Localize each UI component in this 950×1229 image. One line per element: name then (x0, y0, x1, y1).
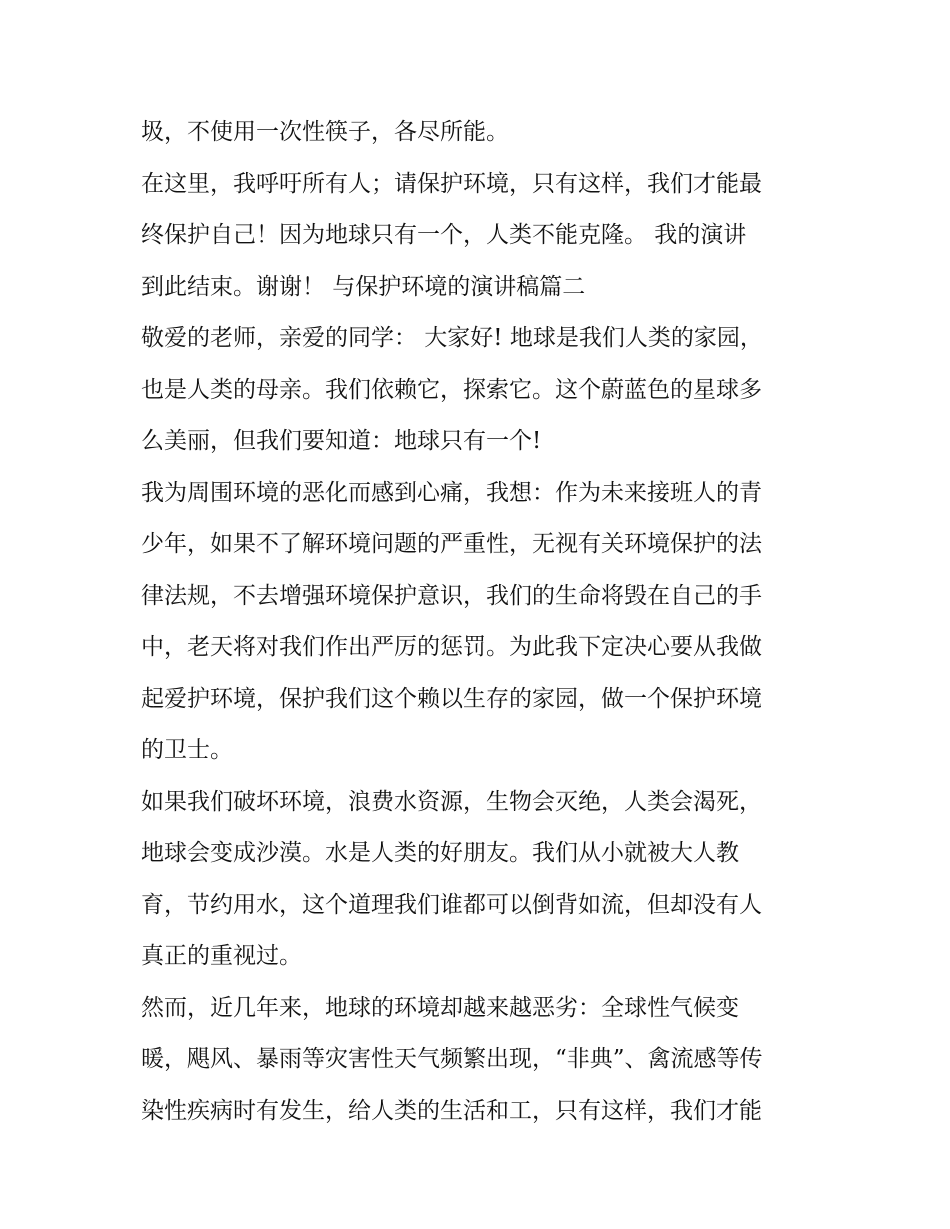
text-line: 中，老天将对我们作出严厉的惩罚。为此我下定决心要从我做 (141, 634, 762, 660)
text-line: 起爱护环境，保护我们这个赖以生存的家园，做一个保护环境 (141, 685, 762, 712)
text-line: 少年，如果不了解环境问题的严重性，无视有关环境保护的法 (141, 531, 762, 557)
text-line: 律法规，不去增强环境保护意识，我们的生命将毁在自己的手 (141, 582, 762, 609)
text-line: 暖，飓风、暴雨等灾害性天气频繁出现，“非典”、禽流感等传 (141, 1046, 763, 1072)
text-line: 到此结束。谢谢！ 与保护环境的演讲稿篇二 (141, 273, 586, 300)
speech-text-body (141, 107, 821, 1137)
text-line: 终保护自己！因为地球只有一个，人类不能克隆。 我的演讲 (141, 222, 747, 248)
text-line: 么美丽，但我们要知道：地球只有一个! (141, 428, 542, 454)
text-line: 圾，不使用一次性筷子，各尽所能。 (141, 119, 509, 145)
text-line: 育，节约用水，这个道理我们谁都可以倒背如流，但却没有人 (141, 891, 762, 918)
text-line: 染性疾病时有发生，给人类的生活和工，只有这样，我们才能 (141, 1097, 762, 1124)
text-line: 如果我们破坏环境，浪费水资源，生物会灭绝，人类会渴死， (141, 788, 762, 815)
text-line: 在这里，我呼吁所有人；请保护环境，只有这样，我们才能最 (141, 170, 762, 197)
text-line: 也是人类的母亲。我们依赖它，探索它。这个蔚蓝色的星球多 (141, 376, 762, 403)
text-line: 我为周围环境的恶化而感到心痛，我想：作为未来接班人的青 (141, 479, 762, 506)
text-line: 真正的重视过。 (141, 943, 302, 969)
text-line: 的卫士。 (141, 737, 233, 763)
text-line: 敬爱的老师，亲爱的同学： 大家好! 地球是我们人类的家园， (141, 325, 763, 351)
text-line: 然而，近几年来，地球的环境却越来越恶劣：全球性气候变 (141, 994, 739, 1021)
text-line: 地球会变成沙漠。水是人类的好朋友。我们从小就被大人教 (141, 840, 739, 866)
